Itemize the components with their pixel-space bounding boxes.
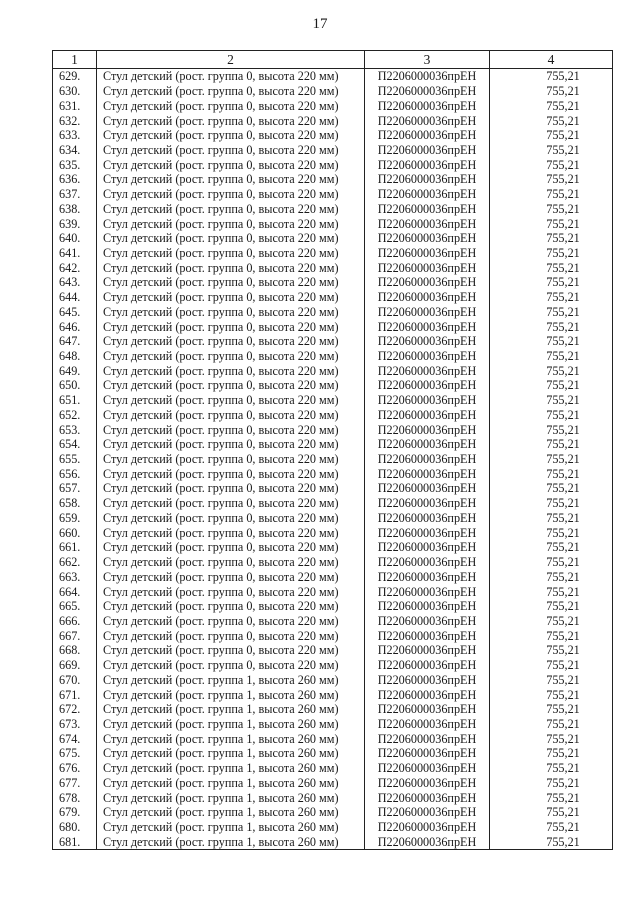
item-name: Стул детский (рост. группа 1, высота 260 мм): [97, 834, 365, 849]
row-number: 639.: [53, 216, 97, 231]
item-code: П2206000036прЕН: [365, 643, 490, 658]
item-code: П2206000036прЕН: [365, 687, 490, 702]
item-name: Стул детский (рост. группа 0, высота 220 мм): [97, 84, 365, 99]
item-name: Стул детский (рост. группа 0, высота 220 мм): [97, 187, 365, 202]
row-number: 676.: [53, 761, 97, 776]
table-row: [53, 452, 613, 467]
table-row: [53, 69, 613, 84]
item-price: 755,21: [490, 363, 613, 378]
row-number: 642.: [53, 260, 97, 275]
row-number: 629.: [53, 69, 97, 84]
table-row: [53, 128, 613, 143]
item-price: 755,21: [490, 84, 613, 99]
item-code: П2206000036прЕН: [365, 569, 490, 584]
item-price: 755,21: [490, 746, 613, 761]
table-row: [53, 731, 613, 746]
item-price: 755,21: [490, 599, 613, 614]
item-price: 755,21: [490, 540, 613, 555]
item-code: П2206000036прЕН: [365, 834, 490, 849]
item-price: 755,21: [490, 172, 613, 187]
item-price: 755,21: [490, 201, 613, 216]
item-code: П2206000036прЕН: [365, 172, 490, 187]
table-row: [53, 790, 613, 805]
item-price: 755,21: [490, 525, 613, 540]
table-row: [53, 599, 613, 614]
item-name: Стул детский (рост. группа 0, высота 220 мм): [97, 290, 365, 305]
item-code: П2206000036прЕН: [365, 69, 490, 84]
page-number: 17: [312, 16, 328, 32]
item-name: Стул детский (рост. группа 1, высота 260 мм): [97, 761, 365, 776]
item-price: 755,21: [490, 246, 613, 261]
table-row: [53, 687, 613, 702]
table-row: [53, 672, 613, 687]
item-name: Стул детский (рост. группа 1, высота 260 мм): [97, 717, 365, 732]
table-row: [53, 172, 613, 187]
item-price: 755,21: [490, 834, 613, 849]
table-row: [53, 113, 613, 128]
table-row: [53, 319, 613, 334]
item-code: П2206000036прЕН: [365, 422, 490, 437]
table-row: [53, 260, 613, 275]
item-price: 755,21: [490, 805, 613, 820]
item-name: Стул детский (рост. группа 0, высота 220 мм): [97, 569, 365, 584]
item-name: Стул детский (рост. группа 0, высота 220 мм): [97, 452, 365, 467]
item-code: П2206000036прЕН: [365, 231, 490, 246]
item-price: 755,21: [490, 128, 613, 143]
table-row: [53, 746, 613, 761]
row-number: 673.: [53, 717, 97, 732]
table-row: [53, 511, 613, 526]
item-code: П2206000036прЕН: [365, 731, 490, 746]
item-price: 755,21: [490, 231, 613, 246]
row-number: 646.: [53, 319, 97, 334]
row-number: 665.: [53, 599, 97, 614]
item-price: 755,21: [490, 658, 613, 673]
header-row: [53, 51, 613, 69]
item-code: П2206000036прЕН: [365, 216, 490, 231]
item-code: П2206000036прЕН: [365, 511, 490, 526]
row-number: 666.: [53, 614, 97, 629]
item-price: 755,21: [490, 69, 613, 84]
item-code: П2206000036прЕН: [365, 84, 490, 99]
item-price: 755,21: [490, 643, 613, 658]
item-name: Стул детский (рост. группа 0, высота 220 мм): [97, 628, 365, 643]
item-code: П2206000036прЕН: [365, 584, 490, 599]
item-name: Стул детский (рост. группа 0, высота 220 мм): [97, 319, 365, 334]
item-code: П2206000036прЕН: [365, 319, 490, 334]
item-code: П2206000036прЕН: [365, 349, 490, 364]
item-code: П2206000036прЕН: [365, 260, 490, 275]
item-price: 755,21: [490, 408, 613, 423]
item-name: Стул детский (рост. группа 1, высота 260 мм): [97, 702, 365, 717]
item-price: 755,21: [490, 466, 613, 481]
item-code: П2206000036прЕН: [365, 599, 490, 614]
table-row: [53, 496, 613, 511]
column-header-1: 1: [53, 51, 97, 69]
row-number: 663.: [53, 569, 97, 584]
item-price: 755,21: [490, 334, 613, 349]
items-table: [52, 50, 613, 850]
column-header-3: 3: [365, 51, 490, 69]
item-name: Стул детский (рост. группа 0, высота 220 мм): [97, 614, 365, 629]
item-name: Стул детский (рост. группа 0, высота 220 мм): [97, 98, 365, 113]
row-number: 638.: [53, 201, 97, 216]
item-price: 755,21: [490, 614, 613, 629]
table-row: [53, 305, 613, 320]
table-row: [53, 761, 613, 776]
item-name: Стул детский (рост. группа 0, высота 220 мм): [97, 363, 365, 378]
item-code: П2206000036прЕН: [365, 820, 490, 835]
row-number: 631.: [53, 98, 97, 113]
item-code: П2206000036прЕН: [365, 466, 490, 481]
item-code: П2206000036прЕН: [365, 496, 490, 511]
item-name: Стул детский (рост. группа 1, высота 260 мм): [97, 805, 365, 820]
item-name: Стул детский (рост. группа 0, высота 220 мм): [97, 349, 365, 364]
item-code: П2206000036прЕН: [365, 746, 490, 761]
item-name: Стул детский (рост. группа 0, высота 220 мм): [97, 511, 365, 526]
item-name: Стул детский (рост. группа 0, высота 220 мм): [97, 496, 365, 511]
table-row: [53, 84, 613, 99]
item-name: Стул детский (рост. группа 0, высота 220 мм): [97, 643, 365, 658]
row-number: 659.: [53, 511, 97, 526]
column-header-4: 4: [490, 51, 613, 69]
item-price: 755,21: [490, 776, 613, 791]
table-body: [53, 69, 613, 850]
item-code: П2206000036прЕН: [365, 305, 490, 320]
item-code: П2206000036прЕН: [365, 437, 490, 452]
table-row: [53, 525, 613, 540]
item-code: П2206000036прЕН: [365, 555, 490, 570]
item-name: Стул детский (рост. группа 0, высота 220 мм): [97, 466, 365, 481]
item-price: 755,21: [490, 790, 613, 805]
item-code: П2206000036прЕН: [365, 525, 490, 540]
item-price: 755,21: [490, 687, 613, 702]
row-number: 656.: [53, 466, 97, 481]
table-row: [53, 216, 613, 231]
item-price: 755,21: [490, 422, 613, 437]
item-name: Стул детский (рост. группа 0, высота 220 мм): [97, 408, 365, 423]
table-row: [53, 378, 613, 393]
item-code: П2206000036прЕН: [365, 275, 490, 290]
table-row: [53, 628, 613, 643]
row-number: 632.: [53, 113, 97, 128]
item-price: 755,21: [490, 672, 613, 687]
item-name: Стул детский (рост. группа 0, высота 220 мм): [97, 260, 365, 275]
table-row: [53, 143, 613, 158]
item-price: 755,21: [490, 569, 613, 584]
row-number: 637.: [53, 187, 97, 202]
item-price: 755,21: [490, 481, 613, 496]
table-row: [53, 702, 613, 717]
item-name: Стул детский (рост. группа 0, высота 220 мм): [97, 378, 365, 393]
row-number: 634.: [53, 143, 97, 158]
item-price: 755,21: [490, 290, 613, 305]
table-row: [53, 614, 613, 629]
item-code: П2206000036прЕН: [365, 143, 490, 158]
item-code: П2206000036прЕН: [365, 658, 490, 673]
item-code: П2206000036прЕН: [365, 187, 490, 202]
row-number: 640.: [53, 231, 97, 246]
row-number: 677.: [53, 776, 97, 791]
row-number: 667.: [53, 628, 97, 643]
item-name: Стул детский (рост. группа 0, высота 220 мм): [97, 540, 365, 555]
item-code: П2206000036прЕН: [365, 157, 490, 172]
row-number: 649.: [53, 363, 97, 378]
row-number: 652.: [53, 408, 97, 423]
row-number: 643.: [53, 275, 97, 290]
item-price: 755,21: [490, 628, 613, 643]
item-code: П2206000036прЕН: [365, 128, 490, 143]
item-code: П2206000036прЕН: [365, 540, 490, 555]
item-name: Стул детский (рост. группа 1, высота 260 мм): [97, 731, 365, 746]
row-number: 635.: [53, 157, 97, 172]
table-row: [53, 157, 613, 172]
row-number: 658.: [53, 496, 97, 511]
item-price: 755,21: [490, 113, 613, 128]
item-code: П2206000036прЕН: [365, 334, 490, 349]
item-price: 755,21: [490, 305, 613, 320]
item-name: Стул детский (рост. группа 0, высота 220 мм): [97, 275, 365, 290]
item-code: П2206000036прЕН: [365, 790, 490, 805]
row-number: 657.: [53, 481, 97, 496]
item-name: Стул детский (рост. группа 1, высота 260 мм): [97, 790, 365, 805]
item-price: 755,21: [490, 143, 613, 158]
row-number: 672.: [53, 702, 97, 717]
item-code: П2206000036прЕН: [365, 761, 490, 776]
table-row: [53, 481, 613, 496]
item-name: Стул детский (рост. группа 0, высота 220 мм): [97, 201, 365, 216]
item-code: П2206000036прЕН: [365, 628, 490, 643]
item-price: 755,21: [490, 275, 613, 290]
row-number: 681.: [53, 834, 97, 849]
table-row: [53, 290, 613, 305]
item-name: Стул детский (рост. группа 1, высота 260 мм): [97, 672, 365, 687]
table-row: [53, 717, 613, 732]
item-code: П2206000036прЕН: [365, 805, 490, 820]
row-number: 650.: [53, 378, 97, 393]
row-number: 660.: [53, 525, 97, 540]
item-name: Стул детский (рост. группа 0, высота 220 мм): [97, 584, 365, 599]
item-name: Стул детский (рост. группа 0, высота 220 мм): [97, 393, 365, 408]
row-number: 678.: [53, 790, 97, 805]
item-name: Стул детский (рост. группа 0, высота 220 мм): [97, 172, 365, 187]
row-number: 661.: [53, 540, 97, 555]
table-row: [53, 658, 613, 673]
item-price: 755,21: [490, 452, 613, 467]
item-price: 755,21: [490, 319, 613, 334]
item-code: П2206000036прЕН: [365, 672, 490, 687]
item-code: П2206000036прЕН: [365, 614, 490, 629]
row-number: 630.: [53, 84, 97, 99]
item-name: Стул детский (рост. группа 0, высота 220 мм): [97, 113, 365, 128]
item-price: 755,21: [490, 349, 613, 364]
item-code: П2206000036прЕН: [365, 717, 490, 732]
row-number: 664.: [53, 584, 97, 599]
row-number: 668.: [53, 643, 97, 658]
item-name: Стул детский (рост. группа 0, высота 220 мм): [97, 69, 365, 84]
item-name: Стул детский (рост. группа 1, высота 260 мм): [97, 746, 365, 761]
table-row: [53, 643, 613, 658]
row-number: 670.: [53, 672, 97, 687]
item-price: 755,21: [490, 555, 613, 570]
row-number: 641.: [53, 246, 97, 261]
row-number: 633.: [53, 128, 97, 143]
table-row: [53, 98, 613, 113]
table-row: [53, 363, 613, 378]
row-number: 645.: [53, 305, 97, 320]
item-price: 755,21: [490, 584, 613, 599]
row-number: 655.: [53, 452, 97, 467]
table-row: [53, 437, 613, 452]
item-code: П2206000036прЕН: [365, 201, 490, 216]
table-row: [53, 834, 613, 849]
item-name: Стул детский (рост. группа 0, высота 220 мм): [97, 555, 365, 570]
item-price: 755,21: [490, 98, 613, 113]
item-name: Стул детский (рост. группа 0, высота 220 мм): [97, 231, 365, 246]
row-number: 651.: [53, 393, 97, 408]
item-name: Стул детский (рост. группа 0, высота 220 мм): [97, 128, 365, 143]
item-code: П2206000036прЕН: [365, 246, 490, 261]
item-price: 755,21: [490, 717, 613, 732]
item-price: 755,21: [490, 187, 613, 202]
item-name: Стул детский (рост. группа 0, высота 220 мм): [97, 246, 365, 261]
item-name: Стул детский (рост. группа 0, высота 220 мм): [97, 525, 365, 540]
item-price: 755,21: [490, 437, 613, 452]
item-code: П2206000036прЕН: [365, 378, 490, 393]
table-row: [53, 408, 613, 423]
item-name: Стул детский (рост. группа 1, высота 260 мм): [97, 776, 365, 791]
item-price: 755,21: [490, 731, 613, 746]
item-code: П2206000036прЕН: [365, 776, 490, 791]
row-number: 653.: [53, 422, 97, 437]
row-number: 648.: [53, 349, 97, 364]
item-name: Стул детский (рост. группа 0, высота 220 мм): [97, 334, 365, 349]
table-row: [53, 540, 613, 555]
row-number: 662.: [53, 555, 97, 570]
item-code: П2206000036прЕН: [365, 393, 490, 408]
item-name: Стул детский (рост. группа 0, высота 220 мм): [97, 216, 365, 231]
item-price: 755,21: [490, 496, 613, 511]
item-code: П2206000036прЕН: [365, 113, 490, 128]
item-price: 755,21: [490, 260, 613, 275]
row-number: 644.: [53, 290, 97, 305]
table-row: [53, 334, 613, 349]
table-header: [53, 51, 613, 69]
table-row: [53, 187, 613, 202]
row-number: 647.: [53, 334, 97, 349]
row-number: 675.: [53, 746, 97, 761]
table-row: [53, 805, 613, 820]
table-row: [53, 393, 613, 408]
row-number: 679.: [53, 805, 97, 820]
item-name: Стул детский (рост. группа 0, высота 220 мм): [97, 422, 365, 437]
item-code: П2206000036прЕН: [365, 452, 490, 467]
column-header-2: 2: [97, 51, 365, 69]
item-code: П2206000036прЕН: [365, 481, 490, 496]
item-code: П2206000036прЕН: [365, 408, 490, 423]
row-number: 636.: [53, 172, 97, 187]
item-price: 755,21: [490, 702, 613, 717]
row-number: 669.: [53, 658, 97, 673]
table-row: [53, 569, 613, 584]
item-price: 755,21: [490, 378, 613, 393]
row-number: 671.: [53, 687, 97, 702]
item-price: 755,21: [490, 216, 613, 231]
row-number: 680.: [53, 820, 97, 835]
table-row: [53, 820, 613, 835]
table-row: [53, 201, 613, 216]
item-name: Стул детский (рост. группа 0, высота 220 мм): [97, 143, 365, 158]
item-name: Стул детский (рост. группа 1, высота 260 мм): [97, 687, 365, 702]
row-number: 674.: [53, 731, 97, 746]
table-row: [53, 422, 613, 437]
item-name: Стул детский (рост. группа 0, высота 220 мм): [97, 437, 365, 452]
item-price: 755,21: [490, 393, 613, 408]
item-code: П2206000036прЕН: [365, 363, 490, 378]
table-row: [53, 584, 613, 599]
item-name: Стул детский (рост. группа 0, высота 220 мм): [97, 481, 365, 496]
item-price: 755,21: [490, 157, 613, 172]
table-row: [53, 555, 613, 570]
item-name: Стул детский (рост. группа 0, высота 220 мм): [97, 658, 365, 673]
item-price: 755,21: [490, 511, 613, 526]
table-row: [53, 349, 613, 364]
item-code: П2206000036прЕН: [365, 98, 490, 113]
item-name: Стул детский (рост. группа 0, высота 220 мм): [97, 305, 365, 320]
item-price: 755,21: [490, 820, 613, 835]
item-code: П2206000036прЕН: [365, 290, 490, 305]
item-name: Стул детский (рост. группа 0, высота 220 мм): [97, 599, 365, 614]
table-row: [53, 275, 613, 290]
table-row: [53, 466, 613, 481]
item-price: 755,21: [490, 761, 613, 776]
table-row: [53, 231, 613, 246]
table-row: [53, 246, 613, 261]
item-name: Стул детский (рост. группа 1, высота 260 мм): [97, 820, 365, 835]
item-code: П2206000036прЕН: [365, 702, 490, 717]
table-row: [53, 776, 613, 791]
item-name: Стул детский (рост. группа 0, высота 220 мм): [97, 157, 365, 172]
row-number: 654.: [53, 437, 97, 452]
